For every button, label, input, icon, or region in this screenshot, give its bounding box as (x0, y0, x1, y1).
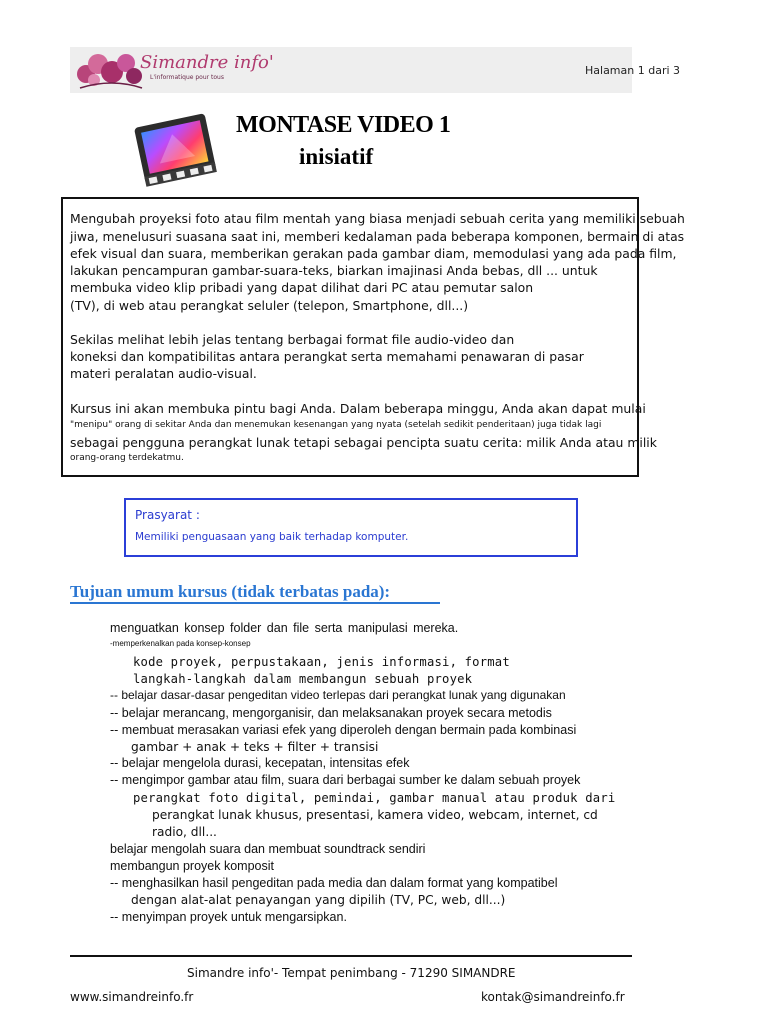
intro-line: orang-orang terdekatmu. (70, 453, 184, 463)
footer-website-link[interactable]: www.simandreinfo.fr (70, 990, 194, 1004)
objective-line: perangkat lunak khusus, presentasi, kamera video, webcam, internet, cd (152, 808, 598, 822)
intro-line: Kursus ini akan membuka pintu bagi Anda. Dalam beberapa minggu, Anda akan dapat mulai (70, 401, 646, 416)
objective-line: -- belajar mengelola durasi, kecepatan, intensitas efek (110, 756, 410, 770)
objective-line: menguatkan konsep folder dan file serta manipulasi mereka. (110, 621, 459, 635)
prerequisite-box (124, 498, 578, 557)
page-indicator: Halaman 1 dari 3 (585, 64, 681, 77)
intro-line: "menipu" orang di sekitar Anda dan menemukan kesenangan yang nyata (setelah sedikit penderitaan) juga tidak lagi (70, 420, 602, 430)
intro-line: lakukan pencampuran gambar-suara-teks, biarkan imajinasi Anda bebas, dll ... untuk (70, 263, 598, 278)
logo-tagline: L'informatique pour tous (150, 74, 224, 81)
objectives-heading: Tujuan umum kursus (tidak terbatas pada): (70, 582, 391, 601)
objective-line: langkah-langkah dalam membangun sebuah proyek (133, 672, 473, 686)
intro-line: materi peralatan audio-visual. (70, 366, 257, 381)
logo-text: Simandre info' (140, 52, 274, 73)
objective-line: -- menyimpan proyek untuk mengarsipkan. (110, 910, 347, 924)
clapperboard-icon (127, 100, 223, 196)
objective-line: membangun proyek komposit (110, 859, 274, 873)
objective-line: radio, dll... (152, 825, 217, 839)
intro-line: sebagai pengguna perangkat lunak tetapi sebagai pencipta suatu cerita: milik Anda atau milik (70, 435, 657, 450)
objective-line: perangkat foto digital, pemindai, gambar manual atau produk dari (133, 791, 616, 805)
intro-line: koneksi dan kompatibilitas antara perangkat serta memahami penawaran di pasar (70, 349, 584, 364)
objective-line: -- mengimpor gambar atau film, suara dari berbagai sumber ke dalam sebuah proyek (110, 773, 581, 787)
intro-line: jiwa, menelusuri suasana saat ini, memberi kedalaman pada beberapa komponen, bermain di atas (70, 229, 685, 244)
objective-line: dengan alat-alat penayangan yang dipilih (TV, PC, web, dll...) (131, 893, 506, 907)
objective-line: -- belajar dasar-dasar pengeditan video terlepas dari perangkat lunak yang digunakan (110, 688, 566, 702)
page-subtitle: inisiatif (299, 144, 374, 169)
footer-divider (70, 955, 632, 957)
objective-line: -- belajar merancang, mengorganisir, dan melaksanakan proyek secara metodis (110, 706, 552, 720)
objective-line: kode proyek, perpustakaan, jenis informasi, format (133, 655, 510, 669)
page-title: MONTASE VIDEO 1 (236, 112, 451, 138)
intro-line: efek visual dan suara, memberikan gerakan pada gambar diam, memodulasi yang ada pada film, (70, 246, 677, 261)
intro-line: membuka video klip pribadi yang dapat dilihat dari PC atau pemutar salon (70, 280, 534, 295)
footer-address: Simandre info'- Tempat penimbang - 71290 SIMANDRE (187, 966, 516, 980)
prerequisite-text: Memiliki penguasaan yang baik terhadap komputer. (135, 531, 409, 543)
objectives-heading-underline (70, 602, 440, 604)
intro-line: (TV), di web atau perangkat seluler (telepon, Smartphone, dll...) (70, 298, 469, 313)
objective-line: belajar mengolah suara dan membuat soundtrack sendiri (110, 842, 426, 856)
objective-line: -memperkenalkan pada konsep-konsep (110, 639, 251, 648)
footer-email-link[interactable]: kontak@simandreinfo.fr (481, 990, 625, 1004)
objective-line: -- menghasilkan hasil pengeditan pada media dan dalam format yang kompatibel (110, 876, 558, 890)
intro-line: Sekilas melihat lebih jelas tentang berbagai format file audio-video dan (70, 332, 515, 347)
intro-line: Mengubah proyeksi foto atau film mentah yang biasa menjadi sebuah cerita yang memiliki sebuah (70, 211, 685, 226)
objective-line: -- membuat merasakan variasi efek yang diperoleh dengan bermain pada kombinasi (110, 723, 577, 737)
objective-line: gambar + anak + teks + filter + transisi (131, 740, 379, 754)
prerequisite-title: Prasyarat : (135, 508, 200, 522)
